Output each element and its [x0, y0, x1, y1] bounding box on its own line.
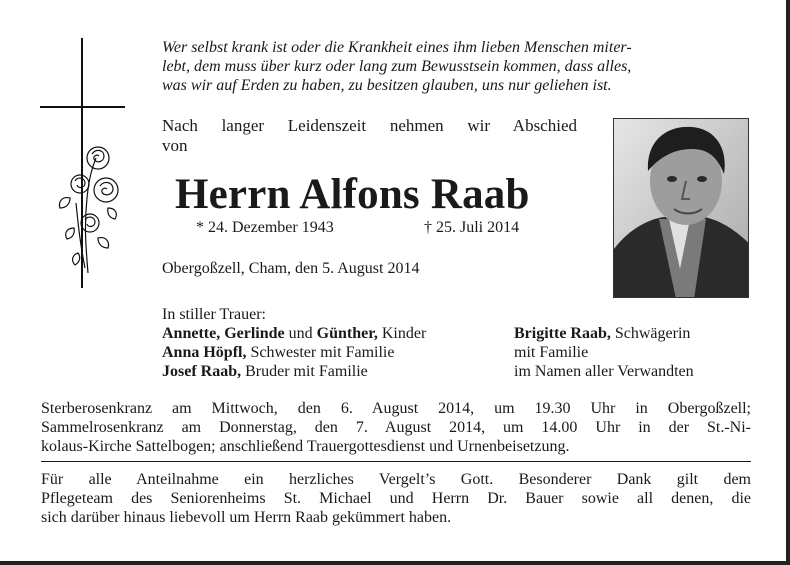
mourner-entry: mit Familie [514, 344, 589, 361]
thanks-text [41, 470, 751, 527]
service-line: kolaus-Kirche Sattelbogen; anschließend Trauergottesdienst und Urnenbeisetzung. [41, 438, 570, 455]
mourners-heading: In stiller Trauer: [162, 306, 266, 323]
death-date: † 25. Juli 2014 [424, 219, 520, 236]
intro-line: von [162, 136, 188, 155]
thanks-line: Pflegeteam des Seniorenheims St. Michael und Herrn Dr. Bauer sowie all denen, die [41, 490, 751, 507]
thanks-line: sich darüber hinaus liebevoll um Herrn Raab gekümmert haben. [41, 509, 452, 526]
place-and-date: Obergoßzell, Cham, den 5. August 2014 [162, 260, 420, 277]
divider [41, 461, 751, 462]
mourner-entry: im Namen aller Verwandten [514, 363, 694, 380]
service-line: Sterberosenkranz am Mittwoch, den 6. August 2014, um 19.30 Uhr in Obergoßzell; [41, 400, 751, 417]
cross-with-roses-icon [40, 38, 130, 288]
mourners-right [514, 324, 694, 381]
mourner-entry: Annette, Gerlinde und Günther, Kinder [162, 325, 427, 342]
intro-line: Nach langer Leidenszeit nehmen wir Abschied [162, 116, 577, 135]
mourners-left [162, 305, 426, 381]
portrait-photo [613, 118, 749, 298]
mourner-entry: Brigitte Raab, Schwägerin [514, 325, 691, 342]
quote-line: lebt, dem muss über kurz oder lang zum Bewusstsein kommen, dass alles, [162, 58, 632, 75]
birth-date: * 24. Dezember 1943 [196, 219, 334, 236]
service-line: Sammelrosenkranz am Donnerstag, den 7. August 2014, um 14.00 Uhr in der St.-Ni- [41, 419, 751, 436]
quote-line: was wir auf Erden zu haben, zu besitzen glauben, uns nur geliehen ist. [162, 77, 612, 94]
deceased-name: Herrn Alfons Raab [175, 171, 530, 218]
quote-line: Wer selbst krank ist oder die Krankheit eines ihm lieben Menschen miter- [162, 39, 632, 56]
intro-text [162, 116, 582, 156]
service-details [41, 399, 751, 456]
mourner-entry: Anna Höpfl, Schwester mit Familie [162, 344, 395, 361]
thanks-line: Für alle Anteilnahme ein herzliches Vergelt’s Gott. Besonderer Dank gilt dem [41, 471, 751, 488]
mourner-entry: Josef Raab, Bruder mit Familie [162, 363, 368, 380]
opening-quote [162, 38, 752, 95]
